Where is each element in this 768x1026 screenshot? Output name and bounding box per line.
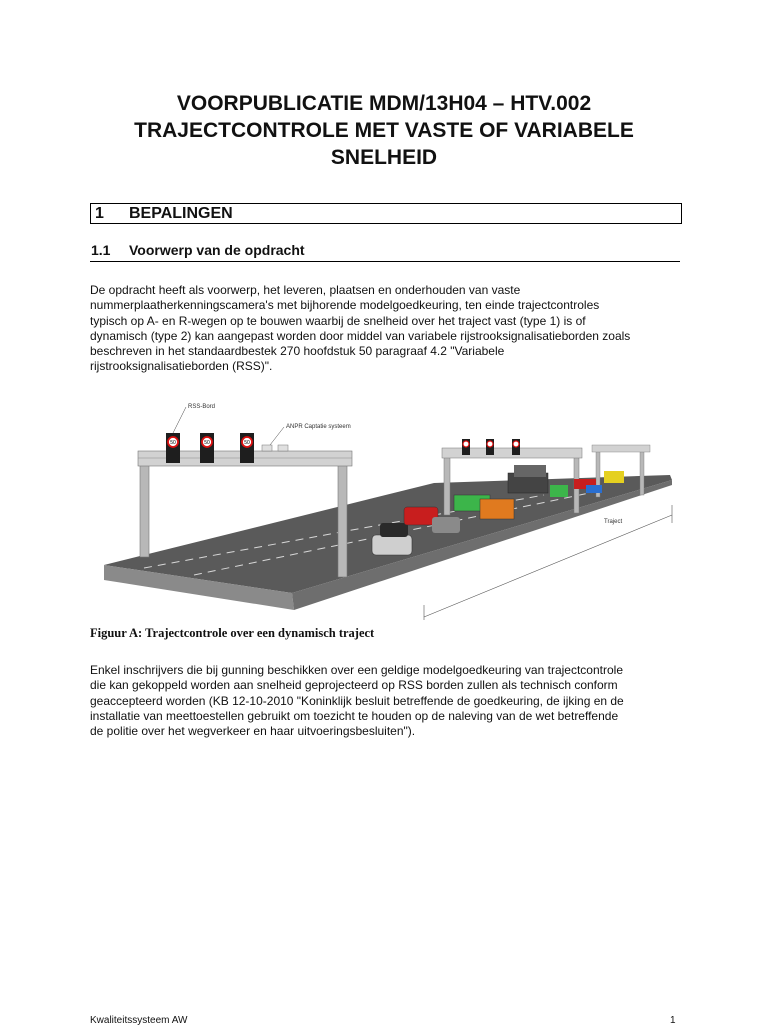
paragraph-line: typisch op A- en R-wegen op te bouwen waarbij de snelheid over het traject vast (type 1) is of bbox=[90, 313, 586, 328]
section-title: BEPALINGEN bbox=[129, 205, 233, 222]
anpr-label: ANPR Captatie systeem bbox=[286, 424, 351, 430]
svg-text:50: 50 bbox=[204, 440, 210, 446]
figure-traject-illustration bbox=[104, 395, 676, 620]
paragraph-line: die kan gekoppeld worden aan snelheid geprojecteerd op RSS borden zullen als technisch conform bbox=[90, 678, 618, 693]
footer-text: Kwaliteitssysteem AW bbox=[90, 1015, 188, 1026]
paragraph-line: De opdracht heeft als voorwerp, het leveren, plaatsen en onderhouden van vaste bbox=[90, 283, 521, 297]
paragraph-conformity bbox=[90, 663, 682, 739]
anpr-camera bbox=[262, 445, 272, 451]
paragraph-intro bbox=[90, 283, 682, 375]
page-number: 1 bbox=[670, 1015, 676, 1026]
rss-sign-value: 50 bbox=[170, 440, 176, 446]
title-line: SNELHEID bbox=[330, 146, 438, 169]
paragraph-line: dynamisch (type 2) kan aangepast worden door middel van variabele rijstrooksignalisatieborden zoals bbox=[90, 328, 631, 343]
figure-caption: Figuur A: Trajectcontrole over een dynamisch traject bbox=[90, 626, 375, 640]
paragraph-line: rijstrooksignalisatieborden (RSS)". bbox=[90, 359, 273, 374]
paragraph-line: beschreven in het standaardbestek 270 hoofdstuk 50 paragraaf 4.2 "Variabele bbox=[90, 344, 505, 359]
section-number: 1 bbox=[95, 205, 104, 222]
traject-illustration bbox=[104, 395, 676, 620]
paragraph-line: installatie van meettoestellen gebruikt om toezicht te houden op de naleving van de wet betreffende bbox=[90, 708, 619, 723]
traject-label: Traject bbox=[604, 519, 623, 525]
title-line: TRAJECTCONTROLE MET VASTE OF VARIABELE bbox=[134, 119, 634, 142]
paragraph-line: geaccepteerd worden (KB 12-10-2010 "Koninklijk besluit betreffende de goedkeuring, de ijking en de bbox=[90, 693, 624, 708]
subsection-heading bbox=[90, 241, 680, 262]
document-title bbox=[90, 90, 678, 171]
paragraph-line: Enkel inschrijvers die bij gunning beschikken over een geldige modelgoedkeuring van trajectcontrole bbox=[90, 663, 623, 677]
anpr-camera bbox=[278, 445, 288, 451]
subsection-title: Voorwerp van de opdracht bbox=[129, 242, 305, 258]
paragraph-line: de politie over het wegverkeer en haar uitvoeringsbesluiten"). bbox=[90, 724, 416, 739]
subsection-number: 1.1 bbox=[91, 242, 111, 258]
title-line: VOORPUBLICATIE MDM/13H04 – HTV.002 bbox=[176, 92, 592, 115]
section-heading bbox=[90, 203, 682, 224]
paragraph-line: nummerplaatherkenningscamera's met bijhorende modelgoedkeuring, ten einde trajectcontroles bbox=[90, 298, 600, 313]
rss-label: RSS-Bord bbox=[188, 404, 216, 410]
svg-text:50: 50 bbox=[244, 440, 250, 446]
